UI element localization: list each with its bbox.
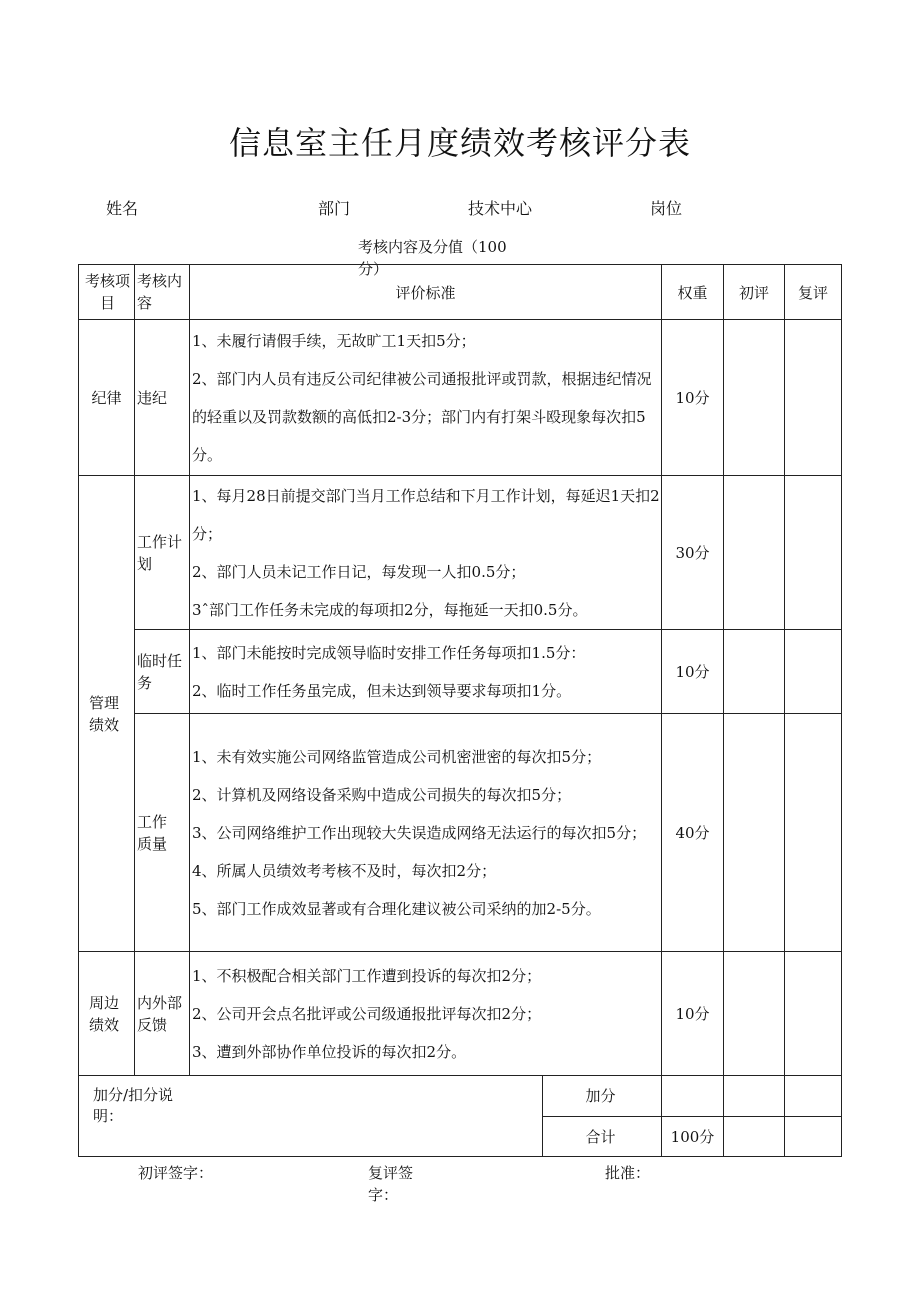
total-label: 合计 [542,1116,662,1156]
bonus-label: 加分 [542,1076,662,1116]
criteria-line: 5、部门工作成效显著或有合理化建议被公司采纳的加2-5分。 [192,899,601,918]
content-discipline: 违纪 [135,320,190,476]
content-plan: 工作计划 [135,476,190,630]
header-criteria: 评价标准 [190,265,662,320]
content-quality: 工作质量 [135,714,190,952]
category-peripheral: 周边绩效 [79,952,135,1076]
table-row-temp [79,630,842,714]
criteria-line: 1、每月28日前提交部门当月工作总结和下月工作计划，每延迟1天扣2分； [192,486,660,543]
evaluation-table [78,264,842,1157]
page-title: 信息室主任月度绩效考核评分表 [228,124,691,162]
dept-label: 部门 [318,199,351,218]
weight-temp: 10分 [662,630,724,714]
criteria-temp [190,630,662,714]
second-review-cell[interactable] [785,630,842,714]
header-second-review: 复评 [785,265,842,320]
criteria-line: 2、临时工作任务虽完成，但未达到领导要求每项扣1分。 [192,681,572,700]
total-first-cell[interactable] [724,1116,785,1157]
criteria-peripheral [190,952,662,1076]
header-first-review: 初评 [724,265,785,320]
header-content: 考核内容 [135,265,190,320]
criteria-line: 1、未履行请假手续，无故旷工1天扣5分； [192,331,476,350]
criteria-line: 2、计算机及网络设备采购中造成公司损失的每次扣5分； [192,785,572,804]
weight-plan: 30分 [662,476,724,630]
second-review-cell[interactable] [785,476,842,630]
note-label: 加分/扣分说明： [93,1086,174,1125]
note-area-lower [190,1116,662,1157]
category-discipline: 纪律 [79,320,135,476]
content-peripheral: 内外部反馈 [135,952,190,1076]
bonus-first-cell[interactable] [724,1076,785,1117]
total-second-cell[interactable] [785,1116,842,1157]
first-review-cell[interactable] [724,630,785,714]
weight-peripheral: 10分 [662,952,724,1076]
second-review-cell[interactable] [785,952,842,1076]
category-management: 管理绩效 [79,476,135,952]
weight-discipline: 10分 [662,320,724,476]
approval-label: 批准： [605,1164,651,1182]
post-label: 岗位 [650,199,683,218]
table-row-plan [79,476,842,630]
table-row-total [79,1116,842,1157]
criteria-line: 2、公司开会点名批评或公司级通报批评每次扣2分； [192,1004,542,1023]
section-subtitle: 考核内容及分值（100分） [358,238,507,278]
weight-quality: 40分 [662,714,724,952]
second-review-cell[interactable] [785,320,842,476]
criteria-line: 1、不积极配合相关部门工作遭到投诉的每次扣2分； [192,966,542,985]
criteria-line: 3、遭到外部协作单位投诉的每次扣2分。 [192,1042,467,1061]
content-temp: 临时任务 [135,630,190,714]
name-label: 姓名 [106,199,139,218]
criteria-line: 1、未有效实施公司网络监管造成公司机密泄密的每次扣5分； [192,747,602,766]
first-review-signature: 初评签字： [138,1164,214,1182]
table-row-bonus [79,1076,842,1117]
table-row-quality [79,714,842,952]
dept-value: 技术中心 [468,199,533,218]
criteria-line: 1、部门未能按时完成领导临时安排工作任务每项扣1.5分： [192,643,586,662]
second-review-signature: 复评签字： [368,1164,414,1204]
second-review-cell[interactable] [785,714,842,952]
first-review-cell[interactable] [724,476,785,630]
first-review-cell[interactable] [724,952,785,1076]
first-review-cell[interactable] [724,714,785,952]
header-row [79,265,842,320]
criteria-quality [190,714,662,952]
table-row-peripheral [79,952,842,1076]
criteria-line: 3ˆ部门工作任务未完成的每项扣2分，每拖延一天扣0.5分。 [192,600,588,619]
criteria-plan [190,476,662,630]
total-value: 100分 [662,1116,724,1157]
criteria-line: 2、部门人员未记工作日记，每发现一人扣0.5分； [192,562,526,581]
first-review-cell[interactable] [724,320,785,476]
header-weight: 权重 [662,265,724,320]
criteria-line: 2、部门内人员有违反公司纪律被公司通报批评或罚款，根据违纪情况的轻重以及罚款数额的高低扣2-3分；部门内有打架斗殴现象每次扣5分。 [192,369,652,464]
header-item: 考核项目 [79,265,135,320]
bonus-second-cell[interactable] [785,1076,842,1117]
criteria-line: 4、所属人员绩效考考核不及时，每次扣2分； [192,861,497,880]
criteria-line: 3、公司网络维护工作出现较大失误造成网络无法运行的每次扣5分； [192,823,647,842]
criteria-discipline [190,320,662,476]
note-area[interactable] [190,1076,662,1117]
table-row-discipline [79,320,842,476]
note-cell [79,1076,190,1157]
bonus-weight-cell[interactable] [662,1076,724,1117]
